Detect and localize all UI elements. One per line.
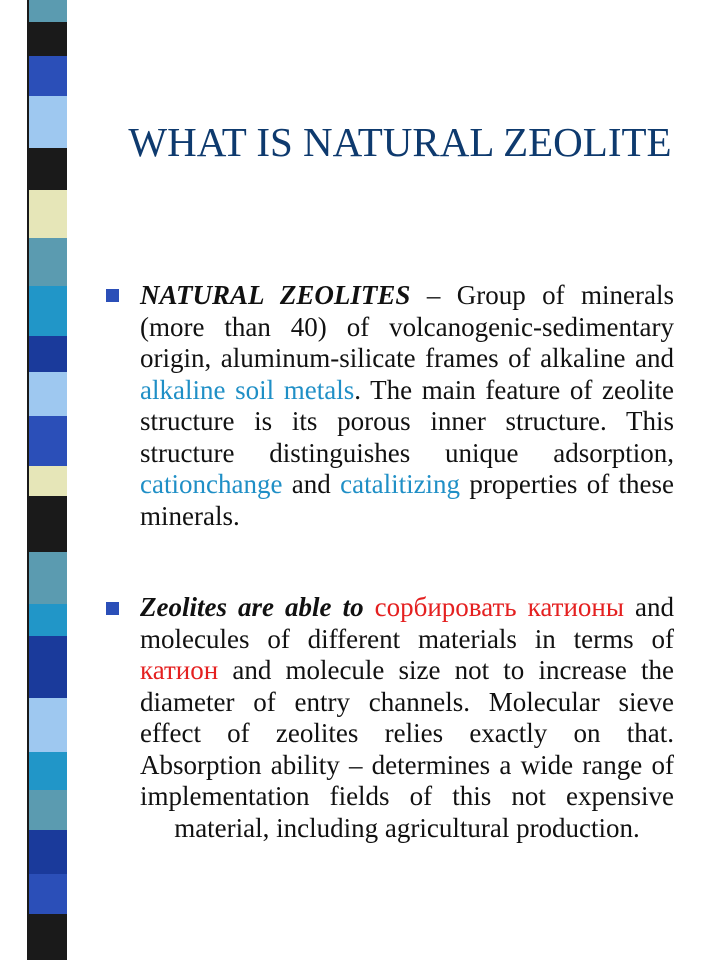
stripe-segment	[27, 286, 67, 336]
stripe-segment	[27, 752, 67, 790]
stripe-segment	[27, 96, 67, 148]
paragraph-zeolites-able	[140, 592, 674, 844]
stripe-segment	[27, 698, 67, 752]
paragraph-text: Group of minerals (more than 40) of volcanogenic-sedimentary origin, aluminum-silicate frames of alkaline and	[140, 280, 675, 373]
stripe-segment	[27, 0, 67, 22]
decorative-stripe-bar	[27, 0, 67, 960]
stripe-segment	[27, 636, 67, 698]
stripe-segment	[27, 56, 67, 96]
stripe-segment	[27, 148, 67, 190]
highlighted-term: catalitizing	[340, 469, 461, 499]
stripe-segment	[27, 372, 67, 416]
stripe-segment	[27, 416, 67, 466]
paragraph-natural-zeolites	[140, 280, 674, 532]
bullet-square-icon	[106, 289, 119, 302]
stripe-segment	[27, 190, 67, 238]
paragraph-text: properties of these minerals.	[140, 469, 675, 531]
stripe-segment	[27, 604, 67, 636]
highlighted-term: cationchange	[140, 469, 283, 499]
stripe-edge-line	[27, 0, 29, 960]
stripe-segment	[27, 914, 67, 960]
slide-title: WHAT IS NATURAL ZEOLITE	[128, 119, 672, 165]
stripe-segment	[27, 874, 67, 914]
paragraph-text: and	[282, 469, 341, 499]
highlighted-term: alkaline soil metals	[140, 374, 355, 405]
paragraph-text: and molecule size not to increase the diameter of entry channels. Molecular sieve effect of zeolites relies exactly on that. Absorption ability – determines a wide range of implementation fields of this not expensive material, including agricultural production.	[140, 655, 674, 843]
paragraph-text: and molecules of different materials in terms of	[140, 592, 675, 654]
stripe-segment	[27, 336, 67, 372]
stripe-segment	[27, 790, 67, 830]
paragraph-text: . The main feature of zeolite structure is its porous inner structure. This structure distinguishes unique adsorption,	[140, 374, 674, 468]
stripe-segment	[27, 830, 67, 874]
dash-separator: –	[410, 280, 457, 310]
highlighted-term: катион	[140, 655, 219, 685]
highlighted-term: сорбировать катионы	[374, 592, 624, 622]
stripe-segment	[27, 496, 67, 552]
term-label: NATURAL ZEOLITES	[140, 280, 411, 310]
stripe-segment	[27, 552, 67, 604]
stripe-segment	[27, 466, 67, 496]
bullet-square-icon	[106, 602, 119, 615]
term-label: Zeolites are able to	[140, 592, 364, 622]
stripe-segment	[27, 238, 67, 286]
stripe-segment	[27, 22, 67, 56]
paragraph-text	[364, 592, 375, 622]
